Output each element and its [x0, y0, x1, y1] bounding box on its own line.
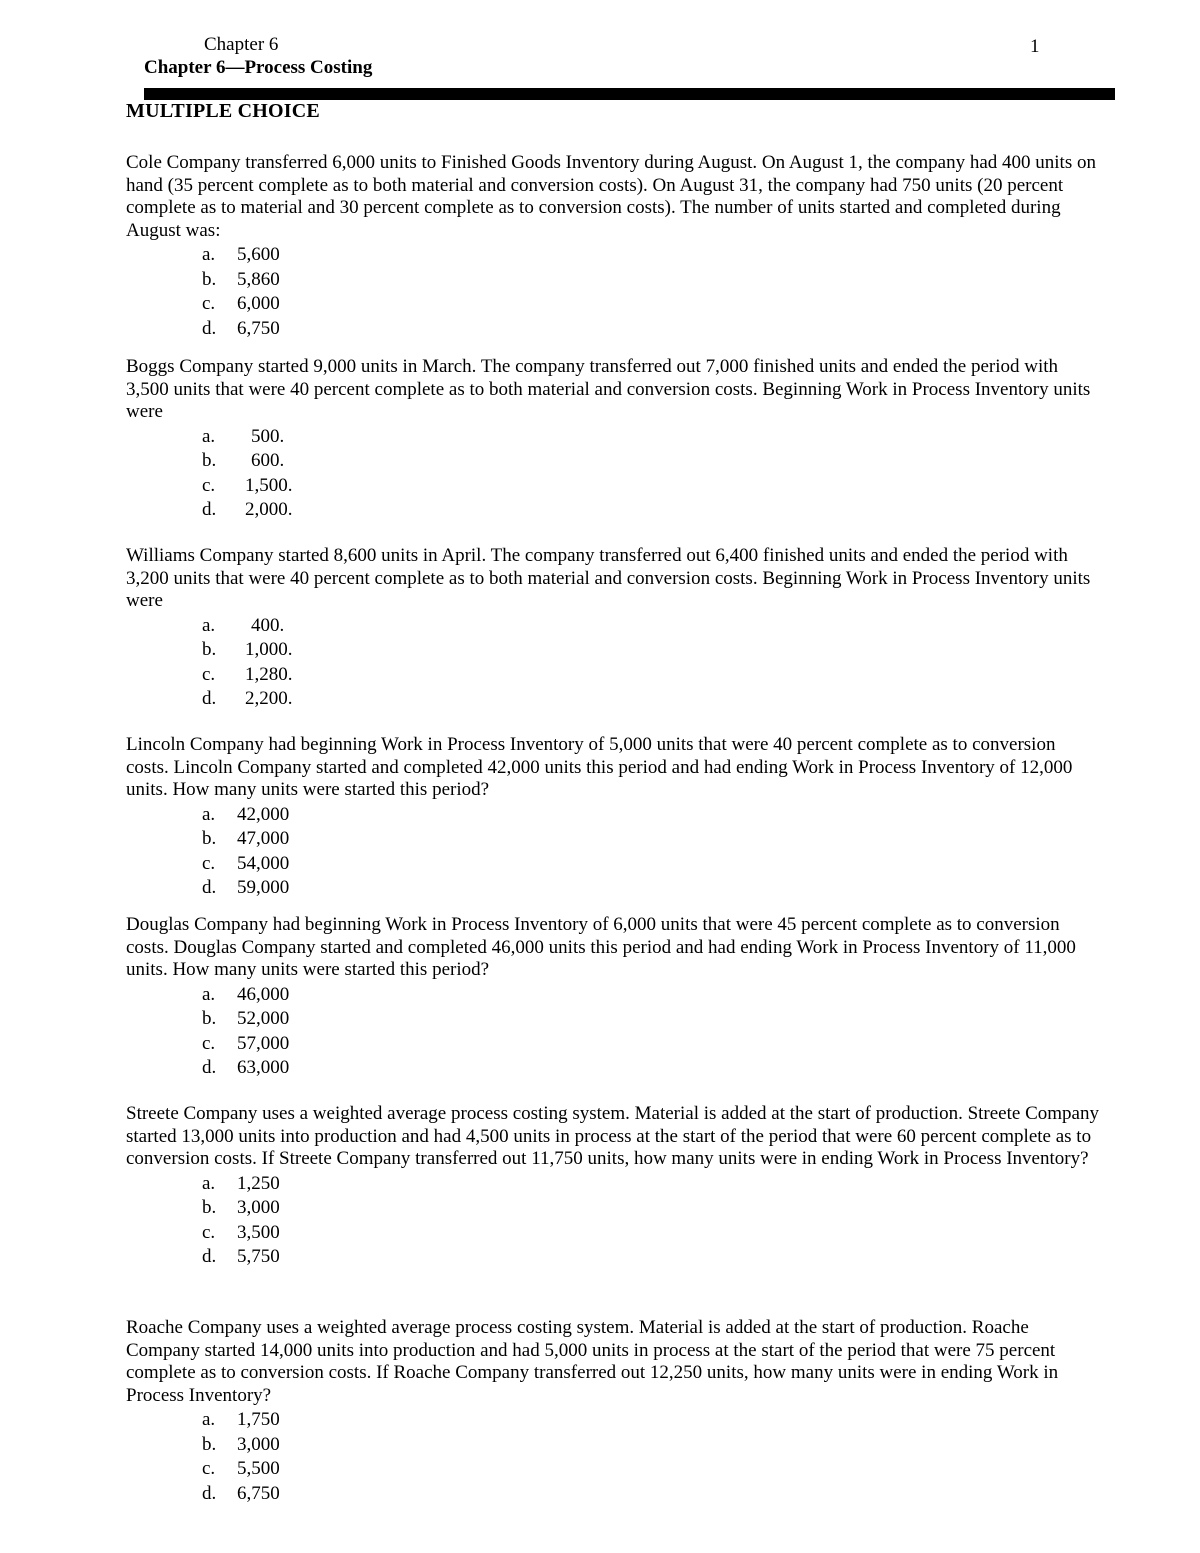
- answer-option[interactable]: [126, 827, 1101, 852]
- option-letter: b.: [202, 1197, 217, 1218]
- question-6: [126, 1103, 1101, 1270]
- page-number: 1: [1030, 36, 1040, 57]
- answer-option[interactable]: [126, 317, 1101, 342]
- option-value: 59,000: [237, 877, 290, 898]
- answer-option[interactable]: [126, 425, 1101, 450]
- answer-option[interactable]: [126, 474, 1101, 499]
- option-letter: b.: [202, 268, 217, 290]
- option-value: 5,860: [237, 268, 280, 290]
- option-letter: c.: [202, 852, 216, 874]
- answer-option[interactable]: [126, 449, 1101, 474]
- answer-option[interactable]: [126, 1196, 1101, 1221]
- option-letter: a.: [202, 1409, 216, 1430]
- section-heading: MULTIPLE CHOICE: [126, 100, 320, 122]
- option-value: 3,000: [237, 1433, 280, 1455]
- option-letter: d.: [202, 1246, 217, 1267]
- option-letter: d.: [202, 688, 217, 709]
- answer-option[interactable]: [126, 663, 1101, 688]
- chapter-title: Chapter 6—Process Costing: [144, 57, 373, 78]
- answer-options: [126, 1172, 1101, 1270]
- question-stem: Boggs Company started 9,000 units in March. The company transferred out 7,000 finished units and ended the period with 3,500 units that were 40 percent complete as to both material and conversion costs. Beginning Work in Process Inventory units were: [126, 356, 1091, 422]
- answer-option[interactable]: [126, 1457, 1101, 1482]
- answer-option[interactable]: [126, 1433, 1101, 1458]
- option-value: 2,000.: [245, 499, 293, 520]
- option-value: 1,280.: [245, 663, 293, 685]
- question-stem: Lincoln Company had beginning Work in Process Inventory of 5,000 units that were 40 percent complete as to conversion costs. Lincoln Company started and completed 42,000 units this period and had ending Work in Process Inventory of 12,000 units. How many units were started this period?: [126, 734, 1073, 800]
- option-value: 6,750: [237, 1482, 280, 1504]
- option-letter: d.: [202, 877, 217, 898]
- answer-option[interactable]: [126, 292, 1101, 317]
- option-letter: c.: [202, 1032, 216, 1054]
- answer-option[interactable]: [126, 1172, 1101, 1197]
- option-letter: d.: [202, 499, 217, 520]
- answer-option[interactable]: [126, 614, 1101, 639]
- option-value: 5,750: [237, 1246, 280, 1267]
- question-stem: Williams Company started 8,600 units in April. The company transferred out 6,400 finished units and ended the period with 3,200 units that were 40 percent complete as to both material and conversion costs. Beginning Work in Process Inventory units were: [126, 545, 1091, 611]
- answer-options: [126, 614, 1101, 712]
- option-letter: a.: [202, 244, 216, 265]
- option-letter: d.: [202, 1057, 217, 1078]
- option-value: 1,500.: [245, 474, 293, 496]
- question-stem: Roache Company uses a weighted average process costing system. Material is added at the start of production. Roache Company started 14,000 units into production and had 5,000 units in process at the start of the period that were 75 percent complete as to conversion costs. If Roache Company transferred out 12,250 units, how many units were in ending Work in Process Inventory?: [126, 1317, 1059, 1406]
- question-7: [126, 1317, 1101, 1506]
- question-1: [126, 152, 1101, 341]
- answer-option[interactable]: [126, 687, 1101, 712]
- question-stem: Cole Company transferred 6,000 units to Finished Goods Inventory during August. On August 1, the company had 400 units on hand (35 percent complete as to both material and conversion costs). On August 31, the company had 750 units (20 percent complete as to material and 30 percent complete as to conversion costs). The number of units started and completed during August was:: [126, 152, 1096, 241]
- option-value: 5,500: [237, 1458, 280, 1479]
- option-value: 54,000: [237, 852, 290, 874]
- option-letter: a.: [202, 1172, 216, 1194]
- option-letter: b.: [202, 1008, 217, 1029]
- answer-option[interactable]: [126, 876, 1101, 901]
- answer-option[interactable]: [126, 1221, 1101, 1246]
- option-letter: a.: [202, 614, 216, 636]
- option-value: 400.: [251, 614, 285, 636]
- option-letter: c.: [202, 1458, 216, 1479]
- answer-options: [126, 425, 1101, 523]
- question-4: [126, 734, 1101, 901]
- answer-option[interactable]: [126, 498, 1101, 523]
- answer-option[interactable]: [126, 983, 1101, 1008]
- option-value: 3,500: [237, 1221, 280, 1243]
- running-head: Chapter 6: [204, 34, 279, 55]
- option-letter: c.: [202, 663, 216, 685]
- option-letter: a.: [202, 983, 216, 1005]
- answer-option[interactable]: [126, 852, 1101, 877]
- answer-options: [126, 803, 1101, 901]
- option-letter: c.: [202, 1221, 216, 1243]
- option-value: 46,000: [237, 983, 290, 1005]
- answer-option[interactable]: [126, 1007, 1101, 1032]
- option-value: 6,000: [237, 293, 280, 314]
- option-value: 63,000: [237, 1057, 290, 1078]
- answer-option[interactable]: [126, 1482, 1101, 1507]
- option-letter: d.: [202, 1482, 217, 1504]
- header-rule: [144, 88, 1115, 100]
- option-value: 5,600: [237, 244, 280, 265]
- option-value: 2,200.: [245, 688, 293, 709]
- answer-option[interactable]: [126, 1032, 1101, 1057]
- answer-option[interactable]: [126, 638, 1101, 663]
- option-letter: b.: [202, 828, 217, 849]
- answer-option[interactable]: [126, 268, 1101, 293]
- question-stem: Streete Company uses a weighted average process costing system. Material is added at the start of production. Streete Company started 13,000 units into production and had 4,500 units in process at the start of the period that were 60 percent complete as to conversion costs. If Streete Company transferred out 11,750 units, how many units were in ending Work in Process Inventory?: [126, 1103, 1099, 1169]
- option-value: 1,750: [237, 1409, 280, 1430]
- option-letter: b.: [202, 1433, 217, 1455]
- option-letter: b.: [202, 639, 217, 660]
- option-value: 3,000: [237, 1197, 280, 1218]
- answer-option[interactable]: [126, 1408, 1101, 1433]
- option-letter: b.: [202, 450, 217, 471]
- option-letter: c.: [202, 293, 216, 314]
- answer-option[interactable]: [126, 243, 1101, 268]
- answer-options: [126, 983, 1101, 1081]
- option-value: 42,000: [237, 803, 290, 825]
- question-5: [126, 914, 1101, 1081]
- option-value: 1,250: [237, 1172, 280, 1194]
- option-letter: c.: [202, 474, 216, 496]
- answer-option[interactable]: [126, 1245, 1101, 1270]
- option-letter: a.: [202, 425, 216, 447]
- question-3: [126, 545, 1101, 712]
- option-letter: a.: [202, 803, 216, 825]
- option-value: 6,750: [237, 317, 280, 339]
- option-value: 57,000: [237, 1032, 290, 1054]
- answer-option[interactable]: [126, 1056, 1101, 1081]
- answer-option[interactable]: [126, 803, 1101, 828]
- answer-options: [126, 1408, 1101, 1506]
- option-value: 1,000.: [245, 639, 293, 660]
- answer-options: [126, 243, 1101, 341]
- option-value: 52,000: [237, 1008, 290, 1029]
- question-stem: Douglas Company had beginning Work in Process Inventory of 6,000 units that were 45 percent complete as to conversion costs. Douglas Company started and completed 46,000 units this period and had ending Work in Process Inventory of 11,000 units. How many units were started this period?: [126, 914, 1076, 980]
- option-value: 500.: [251, 425, 285, 447]
- question-2: [126, 356, 1101, 523]
- option-letter: d.: [202, 317, 217, 339]
- option-value: 47,000: [237, 828, 290, 849]
- option-value: 600.: [251, 450, 285, 471]
